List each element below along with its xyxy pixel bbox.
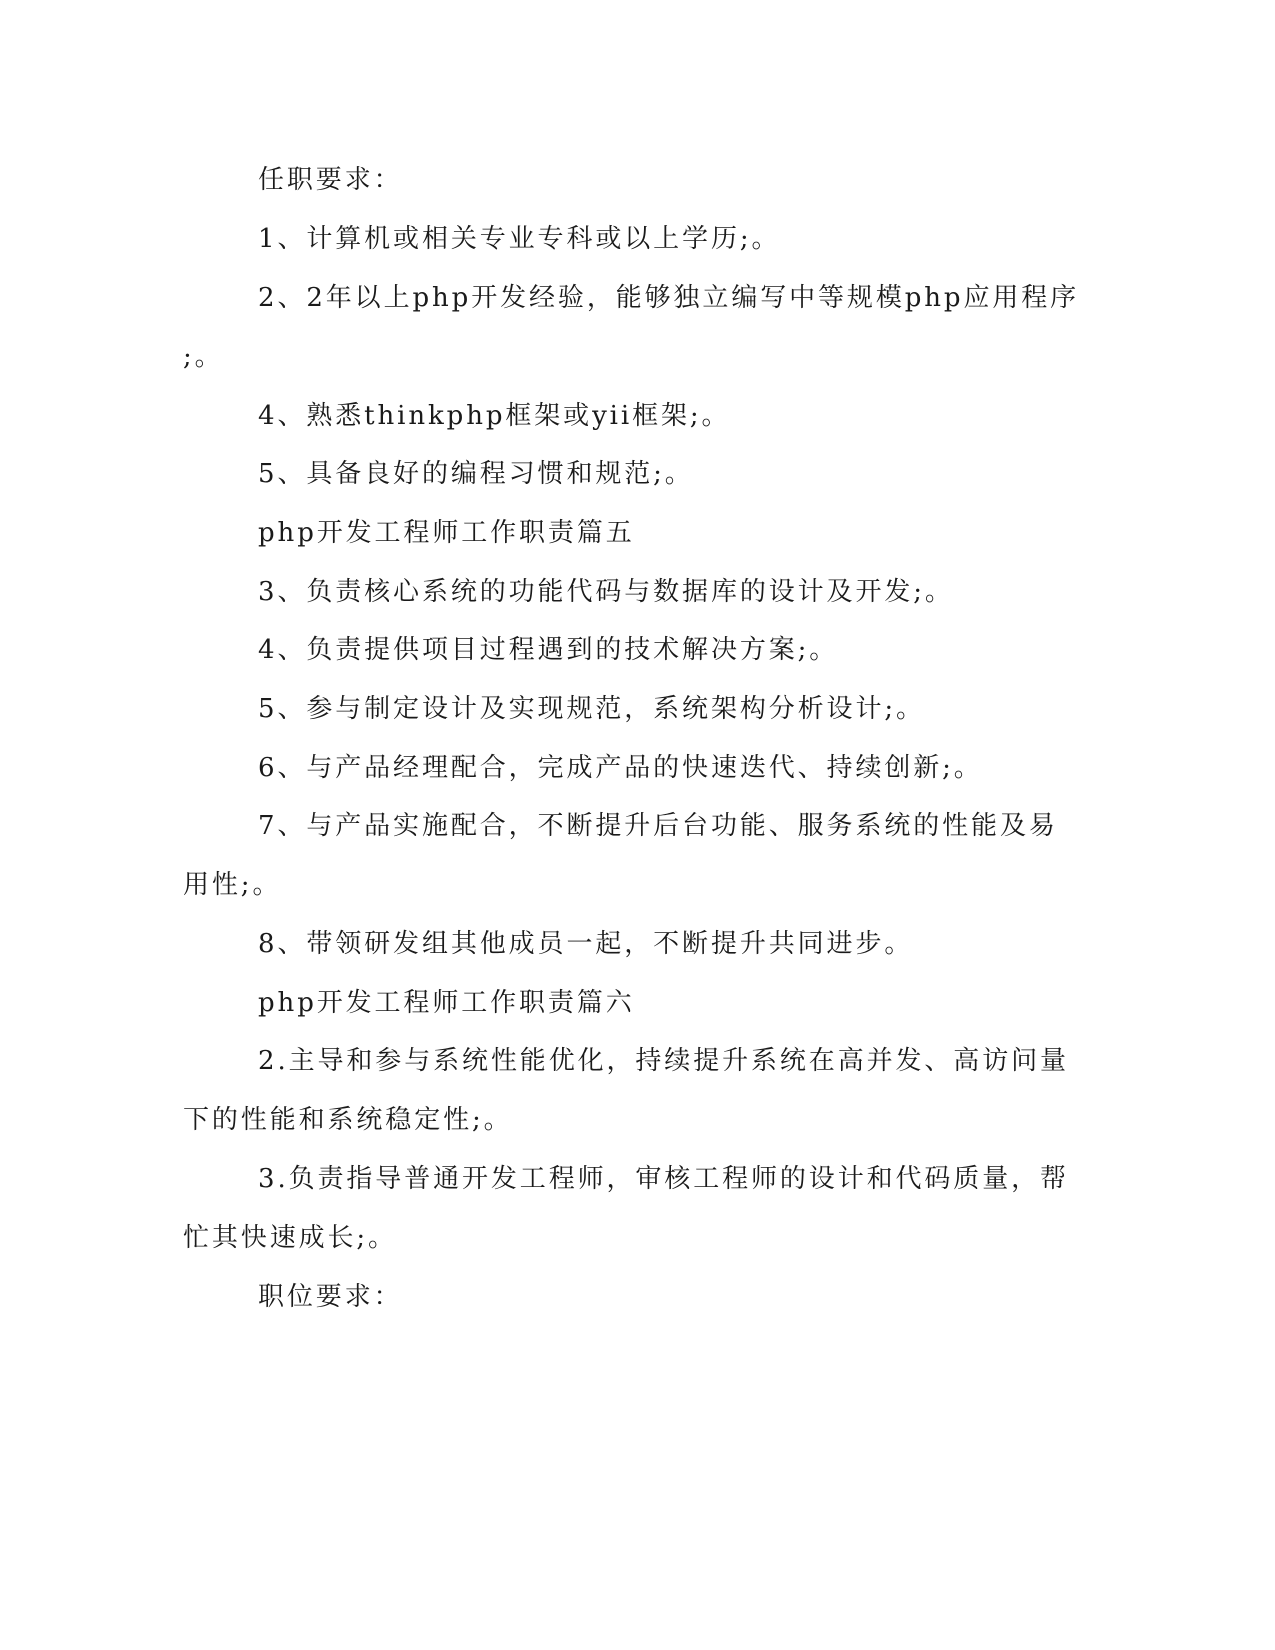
duty-item-5: 5、参与制定设计及实现规范，系统架构分析设计;。: [258, 694, 925, 724]
requirement-item-4: 4、熟悉thinkphp框架或yii框架;。: [258, 401, 731, 431]
section-heading-requirements: 任职要求：: [258, 165, 403, 195]
section-heading-part-six: php开发工程师工作职责篇六: [258, 988, 635, 1018]
duty-item-2: 2.主导和参与系统性能优化，持续提升系统在高并发、高访问量: [258, 1046, 1069, 1076]
requirement-item-5: 5、具备良好的编程习惯和规范;。: [258, 459, 694, 489]
duty-item-7: 7、与产品实施配合，不断提升后台功能、服务系统的性能及易: [258, 811, 1058, 841]
duty-item-3: 3、负责核心系统的功能代码与数据库的设计及开发;。: [258, 577, 954, 607]
duty-item-8: 8、带领研发组其他成员一起，不断提升共同进步。: [258, 929, 914, 959]
duty-item-3-part-six-continued: 忙其快速成长;。: [183, 1223, 397, 1253]
requirement-item-2: 2、2年以上php开发经验，能够独立编写中等规模php应用程序: [258, 283, 1080, 313]
section-heading-part-five: php开发工程师工作职责篇五: [258, 518, 635, 548]
section-heading-position-requirements: 职位要求：: [258, 1282, 403, 1312]
duty-item-7-continued: 用性;。: [183, 870, 282, 900]
duty-item-6: 6、与产品经理配合，完成产品的快速迭代、持续创新;。: [258, 753, 983, 783]
requirement-item-1: 1、计算机或相关专业专科或以上学历;。: [258, 224, 781, 254]
duty-item-3-part-six: 3.负责指导普通开发工程师，审核工程师的设计和代码质量，帮: [258, 1164, 1069, 1194]
duty-item-2-continued: 下的性能和系统稳定性;。: [183, 1105, 513, 1135]
requirement-item-2-continued: ;。: [183, 342, 224, 372]
duty-item-4: 4、负责提供项目过程遇到的技术解决方案;。: [258, 635, 839, 665]
